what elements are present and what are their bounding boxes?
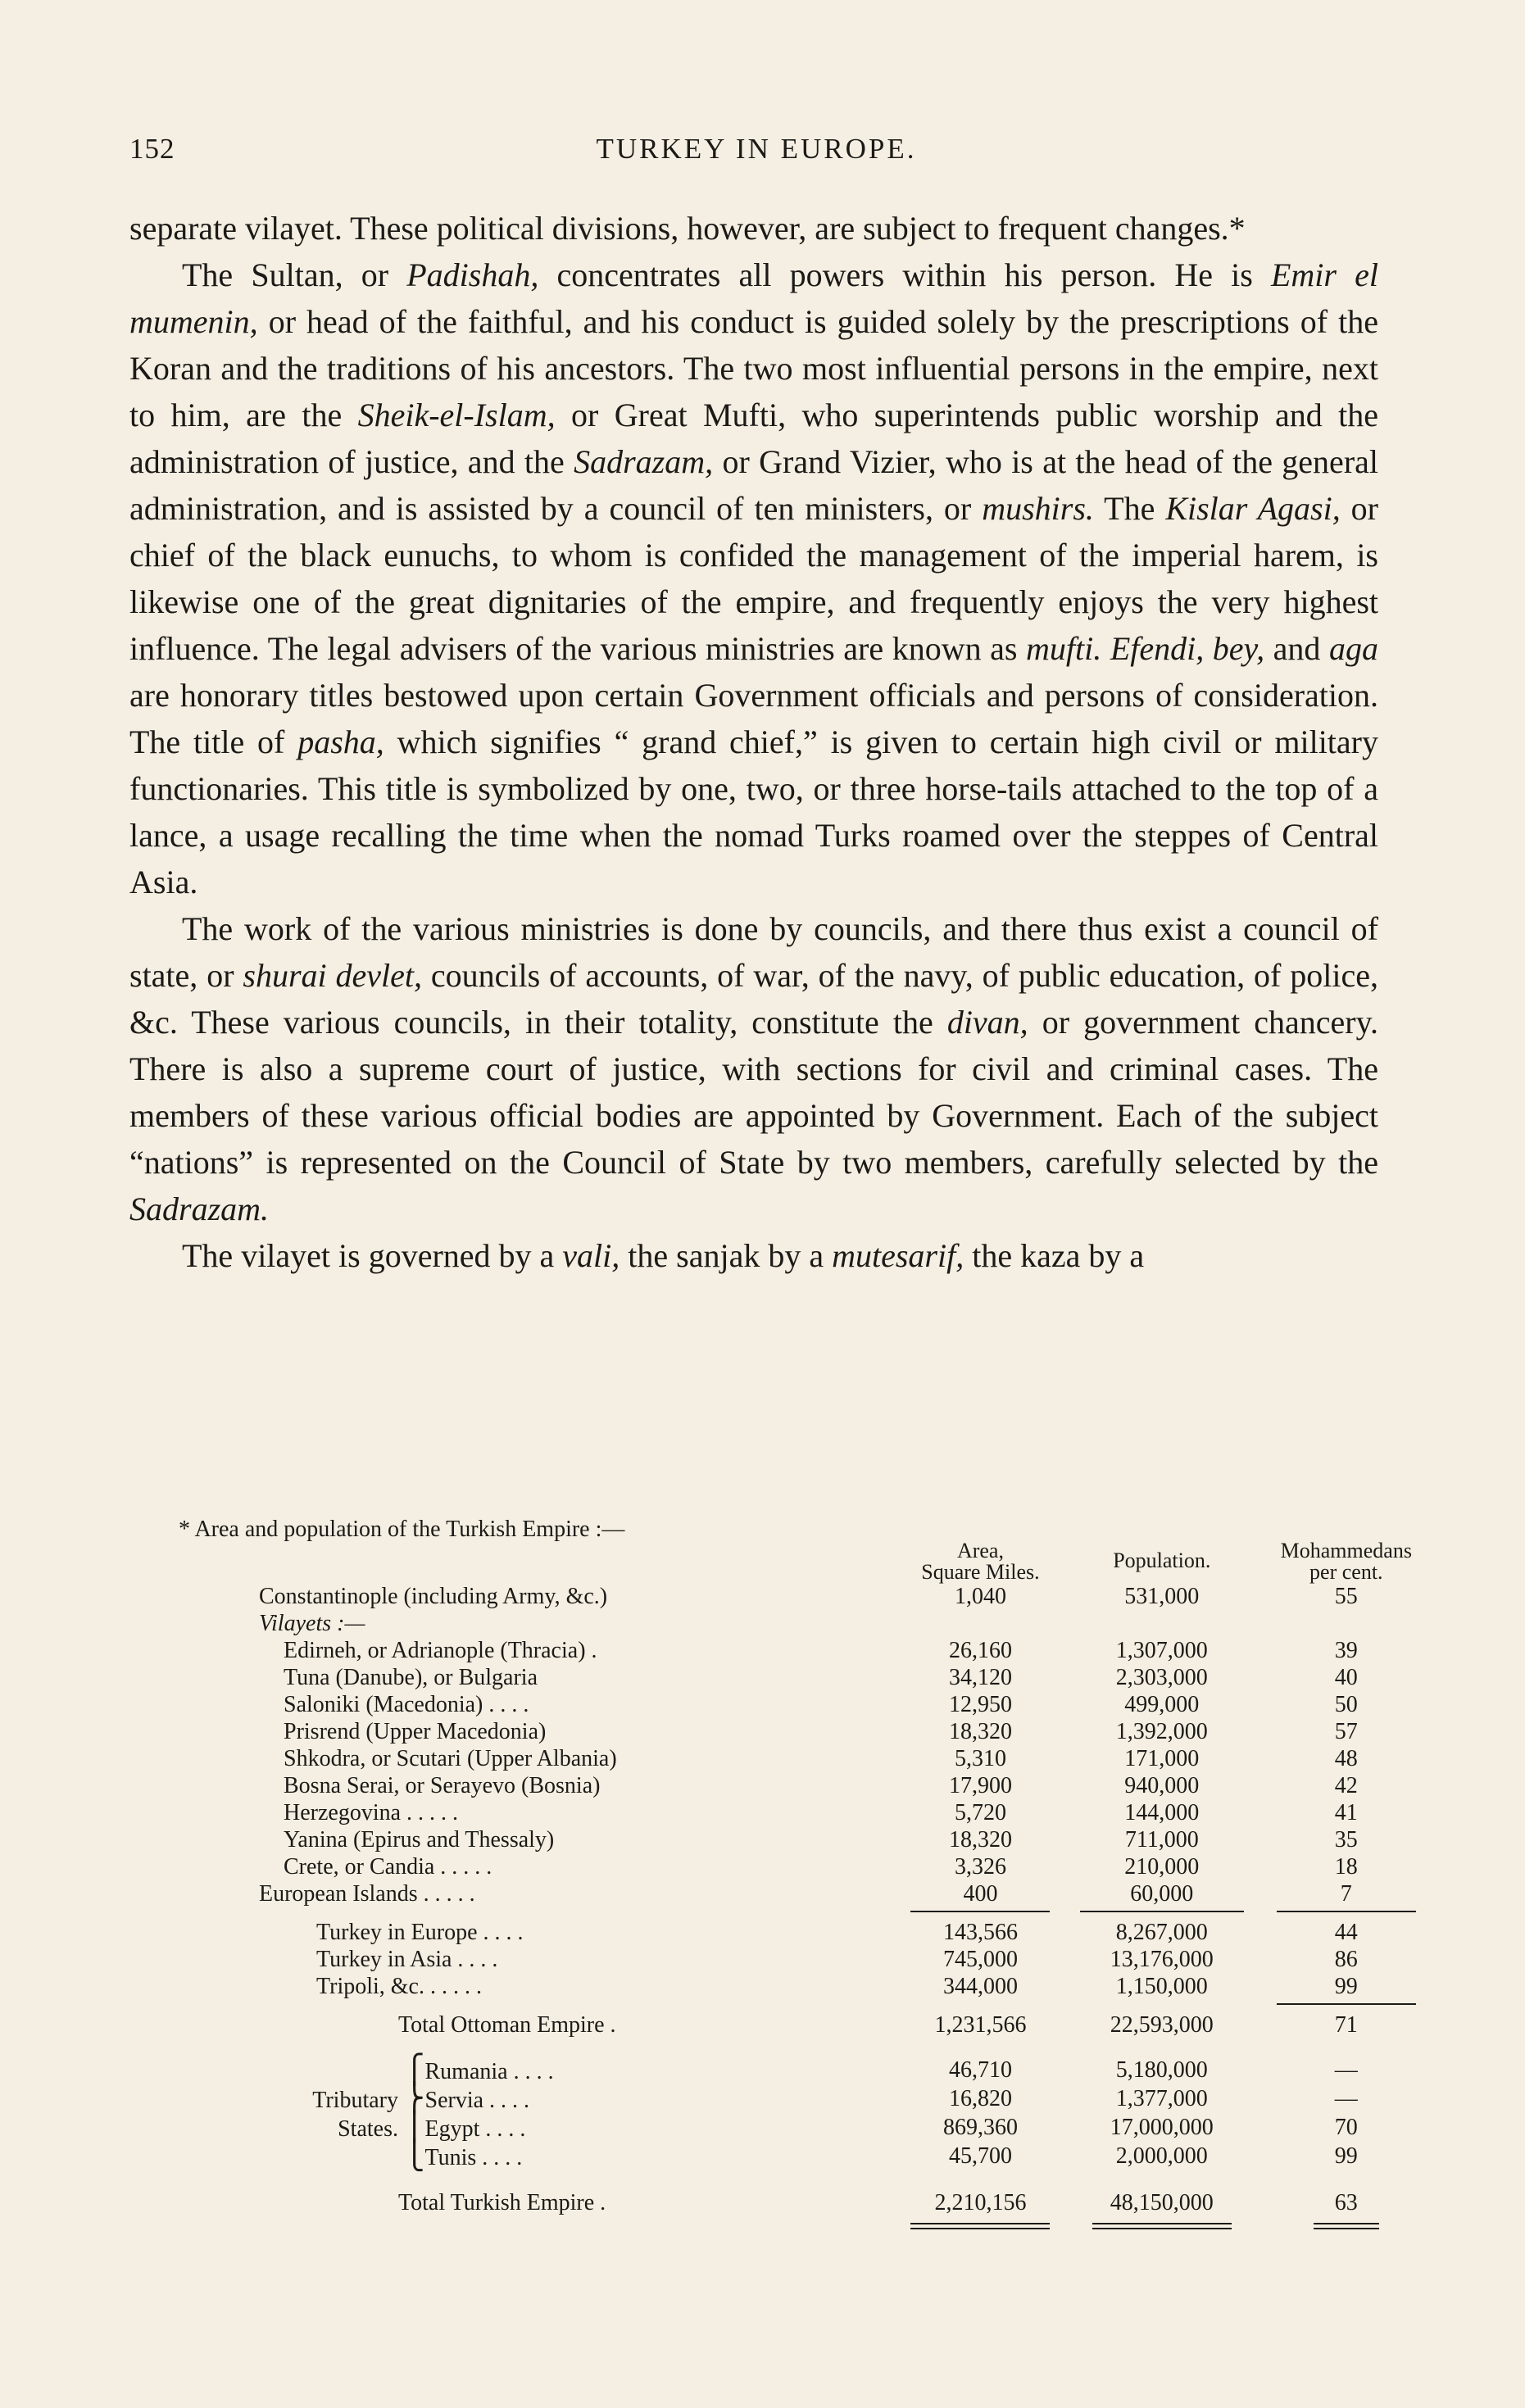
sum-rule — [1277, 2003, 1416, 2005]
sum-rule — [1277, 1911, 1416, 1912]
table-row: Total Turkish Empire . 2,210,156 48,150,000 63 — [259, 2189, 1431, 2216]
col-header-mohammedans: Mohammedans per cent. — [1280, 1539, 1412, 1584]
table-row: Constantinople (including Army, &c.) 1,040 531,000 55 — [259, 1584, 1358, 1609]
table-row: Tributary ⎬Servia . . . . 16,820 1,377,000 — — [259, 2085, 1431, 2114]
term-padishah: Padishah, — [406, 256, 539, 293]
term-sheik-el-islam: Sheik-el-Islam, — [357, 397, 556, 433]
term-mutesarif: mutesarif, — [832, 1237, 964, 1274]
sum-rule-row — [259, 1907, 1431, 1919]
tributary-label: Tributary — [312, 2088, 398, 2113]
paragraph-1: separate vilayet. These political divisions, however, are subject to frequent changes.* — [129, 210, 1246, 247]
double-rule-row — [259, 2216, 1431, 2229]
running-title: TURKEY IN EUROPE. — [596, 133, 917, 165]
term-divan: divan, — [946, 1004, 1028, 1041]
table-row: Tuna (Danube), or Bulgaria 34,120 2,303,000 40 — [284, 1665, 1358, 1690]
double-rule — [910, 2223, 1050, 2229]
term-kislar-agasi: Kislar Agasi, — [1165, 490, 1341, 527]
total-ottoman-label: Total Ottoman Empire . — [398, 2012, 616, 2038]
table-row: European Islands . . . . . 400 60,000 7 — [259, 1881, 1352, 1907]
table-row: States. ⎪Egypt . . . . 869,360 17,000,000 70 — [259, 2114, 1431, 2143]
table-row: Crete, or Candia . . . . . 3,326 210,000 18 — [284, 1854, 1358, 1880]
term-vali: vali, — [562, 1237, 620, 1274]
body-text — [129, 205, 1378, 1279]
footnote-intro: * Area and population of the Turkish Empire :— — [179, 1517, 625, 1542]
term-emir-el-mumenin: Emir el mumenin, — [129, 256, 1379, 340]
table-row: Total Ottoman Empire . 1,231,566 22,593,000 71 — [259, 2011, 1431, 2038]
table-header-row — [259, 1540, 1431, 1583]
states-label: States. — [338, 2116, 398, 2142]
table-row: Shkodra, or Scutari (Upper Albania) 5,310 171,000 48 — [284, 1746, 1358, 1771]
page-number: 152 — [129, 133, 175, 165]
paragraph-3: The work of the various ministries is done by councils, and there thus exist a council of state, or shurai devlet, councils of accounts, of war, of the navy, of public education, of police, &c. These various councils, in their totality, constitute the divan, or government chancery. There is also a supreme court of justice, with sections for civil and criminal cases. The members of these various official bodies are appointed by Government. Each of the subject “nations” is represented on the Council of State by two members, carefully selected by the Sadrazam. — [129, 910, 1379, 1227]
page-header — [129, 133, 1383, 174]
paragraph-4: The vilayet is governed by a vali, the sanjak by a mutesarif, the kaza by a — [182, 1237, 1145, 1274]
col-header-area: Area, Square Miles. — [921, 1539, 1040, 1584]
double-rule — [1092, 2223, 1232, 2229]
table-row: Turkey in Europe . . . . 143,566 8,267,000 44 — [316, 1920, 1358, 1945]
table-row: ⎩Tunis . . . . 45,700 2,000,000 99 — [404, 2141, 1358, 2171]
sum-rule-row — [259, 2000, 1431, 2011]
paragraph-2: The Sultan, or Padishah, concentrates all powers within his person. He is Emir el mumenin, or head of the faithful, and his conduct is guided solely by the prescriptions of the Koran and the traditions of his ancestors. The two most influential persons in the empire, next to him, are the Sheik-el-Islam, or Great Mufti, who superintends public worship and the administration of justice, and the Sadrazam, or Grand Vizier, who is at the head of the general administration, and is assisted by a council of ten ministers, or mushirs. The Kislar Agasi, or chief of the black eunuchs, to whom is confided the management of the imperial harem, is likewise one of the great dignitaries of the empire, and frequently enjoys the very highest influence. The legal advisers of the various ministries are known as mufti. Efendi, bey, and aga are honorary titles bestowed upon certain Government officials and persons of consideration. The title of pasha, which signifies “ grand chief,” is given to certain high civil or military functionaries. This title is symbolized by one, two, or three horse-tails attached to the top of a lance, a usage recalling the time when the nomad Turks roamed over the steppes of Central Asia. — [129, 256, 1379, 900]
table-row: ⎧Rumania . . . . 46,710 5,180,000 — — [404, 2055, 1358, 2085]
vilayets-heading-row — [259, 1610, 1431, 1637]
term-aga: aga — [1329, 630, 1378, 667]
sum-rule — [910, 1911, 1050, 1912]
total-turkish-label: Total Turkish Empire . — [398, 2190, 606, 2215]
vilayets-heading: Vilayets :— — [259, 1611, 365, 1636]
double-rule — [1314, 2223, 1379, 2229]
term-pasha: pasha, — [297, 723, 384, 760]
term-shurai-devlet: shurai devlet, — [243, 957, 423, 994]
table-row: Saloniki (Macedonia) . . . . 12,950 499,000 50 — [284, 1692, 1358, 1717]
table-row: Edirneh, or Adrianople (Thracia) . 26,160 1,307,000 39 — [284, 1638, 1358, 1663]
table-row: Bosna Serai, or Serayevo (Bosnia) 17,900 940,000 42 — [284, 1773, 1358, 1798]
table-row: Prisrend (Upper Macedonia) 18,320 1,392,000 57 — [284, 1719, 1358, 1744]
term-mufti-efendi-bey: mufti. Efendi, bey, — [1026, 630, 1265, 667]
table-row: Herzegovina . . . . . 5,720 144,000 41 — [284, 1800, 1358, 1825]
term-sadrazam-2: Sadrazam. — [129, 1190, 270, 1227]
table-row: Tripoli, &c. . . . . . 344,000 1,150,000 99 — [316, 1974, 1358, 1999]
table-row: Turkey in Asia . . . . 745,000 13,176,000 86 — [316, 1947, 1358, 1972]
area-population-table — [259, 1540, 1431, 2229]
col-header-population: Population. — [1113, 1549, 1211, 1572]
sum-rule — [1080, 1911, 1244, 1912]
term-mushirs: mushirs. — [982, 490, 1094, 527]
table-row: Yanina (Epirus and Thessaly) 18,320 711,000 35 — [284, 1827, 1358, 1852]
term-sadrazam: Sadrazam, — [574, 443, 714, 480]
